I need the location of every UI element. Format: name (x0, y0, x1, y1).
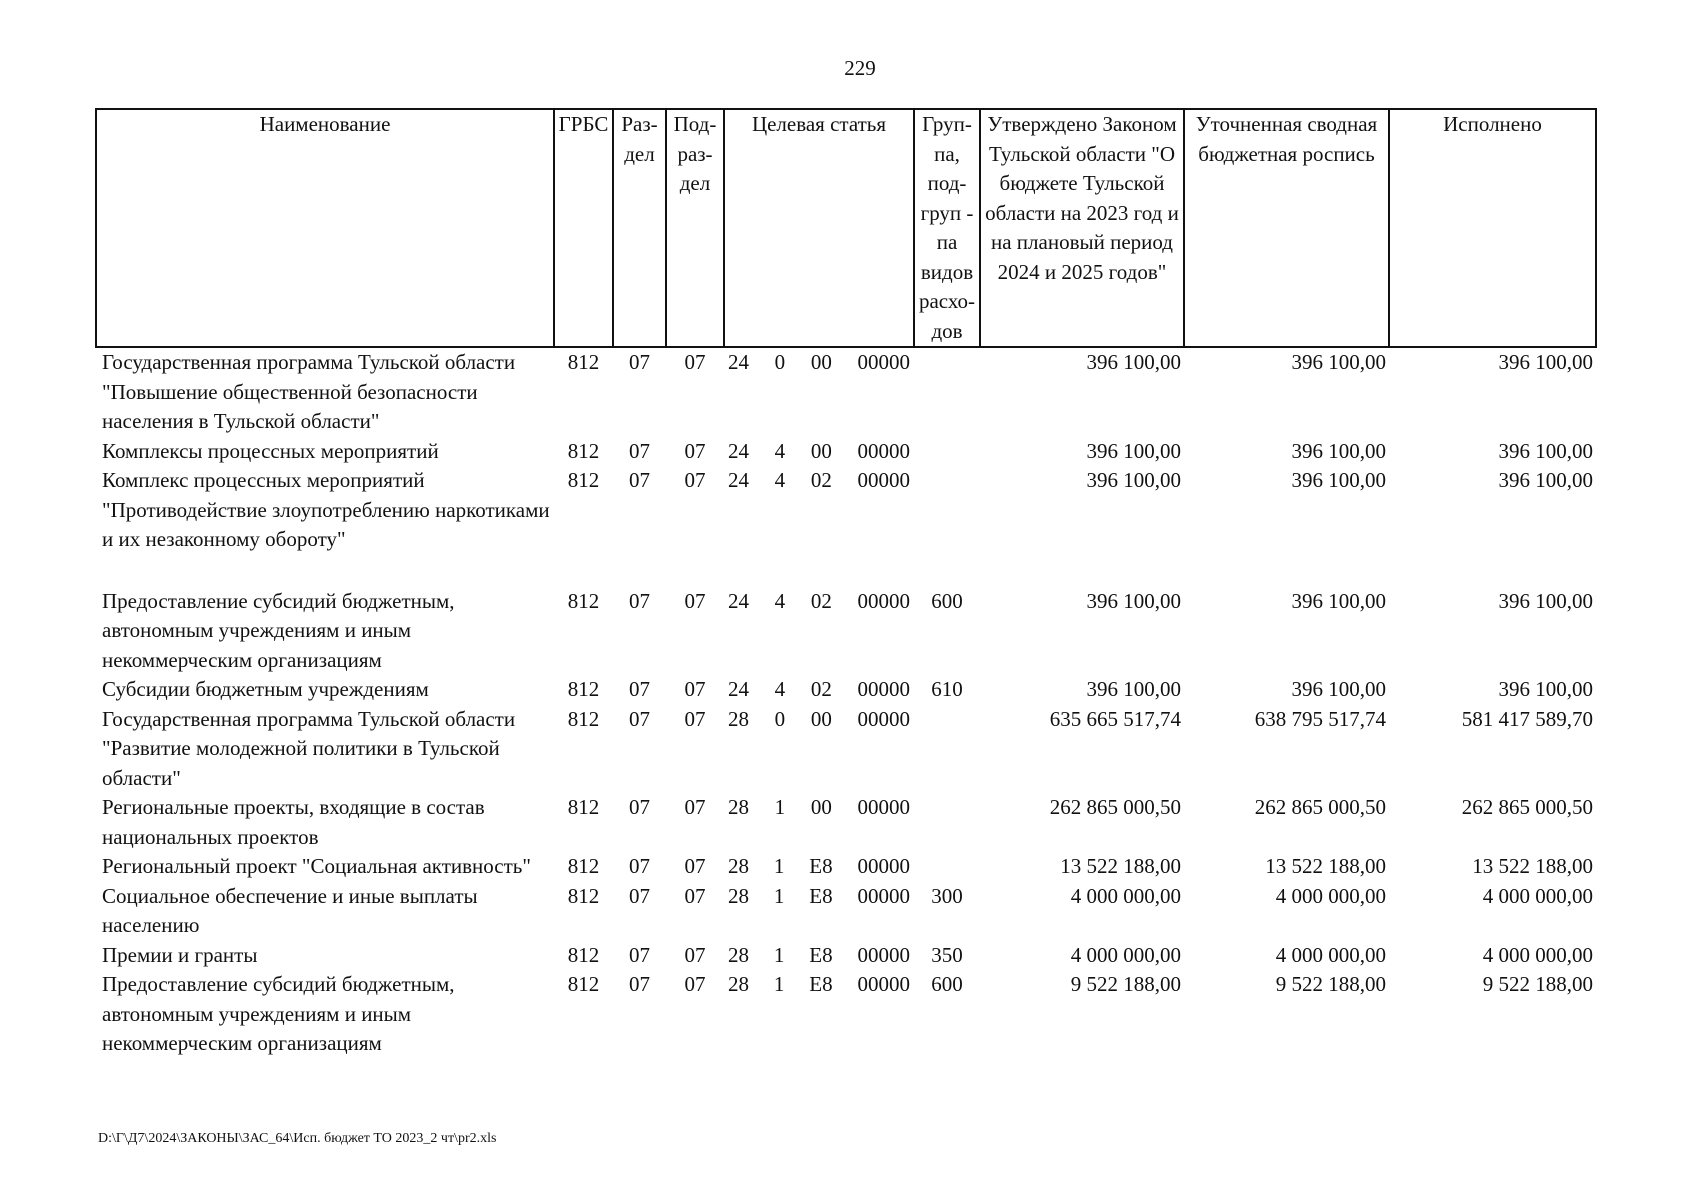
row-approved: 635 665 517,74 (1049, 706, 1181, 731)
row-razdel: 07 (629, 854, 650, 878)
header-razdel: Раз-дел (613, 109, 666, 347)
row-expense-group: 350 (931, 942, 963, 967)
row-executed: 4 000 000,00 (1482, 942, 1593, 967)
row-executed: 4 000 000,00 (1482, 883, 1593, 908)
row-executed: 396 100,00 (1498, 677, 1593, 701)
row-expense-group (914, 852, 980, 882)
row-podrazdel: 07 (684, 677, 706, 701)
row-grbs: 812 (567, 588, 600, 613)
target-article-part: 00000 (857, 883, 910, 908)
target-article-part: 28 (728, 795, 749, 819)
target-article-part: 24 (728, 677, 749, 701)
row-approved: 262 865 000,50 (1049, 795, 1181, 819)
row-expense-group: 300 (931, 883, 963, 908)
target-article-part: 00000 (857, 588, 910, 613)
row-expense-group (914, 793, 980, 852)
row-target-article (724, 705, 914, 794)
row-expense-group: 610 (931, 677, 963, 701)
target-article-part: 00 (810, 350, 832, 374)
row-expense-group: 600 (931, 588, 963, 613)
row-grbs: 812 (567, 942, 600, 967)
table-body (96, 347, 1596, 1059)
header-refined: Уточненная сводная бюджетная роспись (1184, 109, 1389, 347)
row-refined: 396 100,00 (1291, 677, 1386, 701)
row-podrazdel: 07 (684, 972, 706, 996)
row-target-article (724, 675, 914, 705)
target-article-part: 24 (728, 438, 749, 463)
row-grbs: 812 (567, 706, 600, 731)
row-refined: 262 865 000,50 (1254, 795, 1386, 819)
target-article-part: 02 (810, 468, 832, 492)
table-row (96, 437, 1596, 467)
row-approved: 4 000 000,00 (1070, 942, 1181, 967)
row-grbs: 812 (567, 795, 600, 819)
row-razdel: 07 (629, 677, 650, 701)
row-refined: 396 100,00 (1291, 350, 1386, 374)
table-row (96, 587, 1596, 676)
row-razdel: 07 (629, 972, 650, 996)
table-row (96, 466, 1596, 587)
row-approved: 9 522 188,00 (1070, 972, 1181, 996)
header-expense-group: Груп-па, под-груп - па видов расхо-дов (914, 109, 980, 347)
row-name: Комплексы процессных мероприятий (102, 438, 439, 463)
row-grbs: 812 (567, 854, 600, 878)
file-path-footer: D:\Г\Д7\2024\ЗАКОНЫ\ЗАС_64\Исп. бюджет ТО 2023_2 чт\pr2.xls (98, 1131, 497, 1146)
table-row (96, 941, 1596, 971)
target-article-part: 00 (810, 795, 832, 819)
row-approved: 396 100,00 (1086, 350, 1181, 374)
row-target-article (724, 793, 914, 852)
header-name: Наименование (96, 109, 554, 347)
row-approved: 4 000 000,00 (1070, 883, 1181, 908)
row-refined: 4 000 000,00 (1275, 883, 1386, 908)
header-grbs: ГРБС (554, 109, 613, 347)
row-target-article (724, 437, 914, 467)
target-article-part: 0 (774, 706, 786, 731)
target-article-part: 00000 (857, 350, 910, 374)
row-grbs: 812 (567, 883, 600, 908)
row-executed: 262 865 000,50 (1461, 795, 1593, 819)
row-grbs: 812 (567, 438, 600, 463)
target-article-part: 4 (774, 438, 786, 463)
row-name: Премии и гранты (102, 942, 258, 967)
row-executed: 396 100,00 (1498, 588, 1593, 613)
target-article-part: 00 (810, 706, 832, 731)
target-article-part: 24 (728, 468, 749, 492)
row-target-article (724, 466, 914, 587)
table-row (96, 970, 1596, 1059)
target-article-part: E8 (809, 854, 833, 878)
row-executed: 396 100,00 (1498, 438, 1593, 463)
row-refined: 9 522 188,00 (1275, 972, 1386, 996)
row-approved: 396 100,00 (1086, 438, 1181, 463)
row-name: Государственная программа Тульской области "Развитие молодежной политики в Тульской области" (102, 706, 516, 790)
header-executed: Исполнено (1389, 109, 1596, 347)
table-row (96, 705, 1596, 794)
row-grbs: 812 (567, 972, 600, 996)
row-podrazdel: 07 (684, 942, 706, 967)
row-razdel: 07 (629, 883, 650, 908)
target-article-part: 1 (773, 942, 785, 967)
row-refined: 396 100,00 (1291, 438, 1386, 463)
target-article-part: 00000 (857, 468, 910, 492)
row-refined: 13 522 188,00 (1265, 854, 1386, 878)
row-razdel: 07 (629, 942, 650, 967)
row-grbs: 812 (567, 468, 600, 492)
target-article-part: E8 (809, 942, 833, 967)
row-executed: 581 417 589,70 (1461, 706, 1593, 731)
target-article-part: 28 (728, 972, 749, 996)
row-podrazdel: 07 (684, 438, 706, 463)
target-article-part: 02 (810, 588, 832, 613)
row-refined: 638 795 517,74 (1254, 706, 1386, 731)
target-article-part: 00000 (857, 942, 910, 967)
row-razdel: 07 (629, 795, 650, 819)
row-podrazdel: 07 (684, 468, 706, 492)
target-article-part: 28 (728, 942, 749, 967)
target-article-part: 00000 (857, 972, 910, 996)
row-approved: 13 522 188,00 (1060, 854, 1181, 878)
row-name: Предоставление субсидий бюджетным, автономным учреждениям и иным некоммерческим организациям (102, 588, 455, 672)
row-grbs: 812 (567, 677, 600, 701)
row-approved: 396 100,00 (1086, 677, 1181, 701)
target-article-part: 4 (774, 468, 786, 492)
target-article-part: 24 (728, 588, 749, 613)
row-refined: 396 100,00 (1291, 588, 1386, 613)
table-row (96, 852, 1596, 882)
row-executed: 13 522 188,00 (1472, 854, 1593, 878)
target-article-part: 0 (774, 350, 786, 374)
row-target-article (724, 347, 914, 437)
row-target-article (724, 970, 914, 1059)
row-expense-group (914, 466, 980, 587)
row-razdel: 07 (629, 350, 650, 374)
target-article-part: 00000 (857, 706, 910, 731)
row-podrazdel: 07 (684, 588, 706, 613)
target-article-part: 4 (774, 588, 786, 613)
row-name: Комплекс процессных мероприятий "Противодействие злоупотреблению наркотиками и их незаконному обороту" (102, 468, 550, 551)
target-article-part: 28 (728, 883, 749, 908)
row-name: Субсидии бюджетным учреждениям (102, 677, 429, 701)
target-article-part: 00000 (857, 438, 910, 463)
header-approved: Утверждено Законом Тульской области "О бюджете Тульской области на 2023 год и на плановый период 2024 и 2025 годов" (980, 109, 1184, 347)
table-row (96, 347, 1596, 437)
row-target-article (724, 882, 914, 941)
row-podrazdel: 07 (684, 854, 706, 878)
row-name: Региональные проекты, входящие в состав национальных проектов (102, 795, 485, 849)
row-name: Региональный проект "Социальная активность" (102, 854, 531, 878)
row-approved: 396 100,00 (1086, 468, 1181, 492)
target-article-part: 24 (728, 350, 749, 374)
table-row (96, 793, 1596, 852)
row-podrazdel: 07 (684, 706, 706, 731)
row-expense-group (914, 705, 980, 794)
target-article-part: 00 (810, 438, 832, 463)
row-executed: 396 100,00 (1498, 468, 1593, 492)
row-expense-group (914, 347, 980, 437)
row-approved: 396 100,00 (1086, 588, 1181, 613)
row-podrazdel: 07 (684, 350, 706, 374)
row-podrazdel: 07 (684, 795, 706, 819)
row-name: Государственная программа Тульской области "Повышение общественной безопасности населения в Тульской области" (102, 350, 516, 433)
target-article-part: 28 (728, 706, 749, 731)
target-article-part: 1 (774, 795, 786, 819)
target-article-part: 4 (774, 677, 786, 701)
row-target-article (724, 587, 914, 676)
row-expense-group: 600 (931, 972, 963, 996)
row-executed: 396 100,00 (1498, 350, 1593, 374)
row-name: Социальное обеспечение и иные выплаты населению (102, 883, 478, 937)
header-target-article: Целевая статья (724, 109, 914, 347)
target-article-part: 00000 (857, 795, 910, 819)
target-article-part: 02 (810, 677, 832, 701)
row-razdel: 07 (629, 706, 650, 731)
row-razdel: 07 (629, 438, 650, 463)
row-executed: 9 522 188,00 (1482, 972, 1593, 996)
target-article-part: E8 (809, 972, 833, 996)
target-article-part: 1 (773, 883, 785, 908)
row-razdel: 07 (629, 468, 650, 492)
row-razdel: 07 (629, 588, 650, 613)
target-article-part: 00000 (857, 854, 910, 878)
header-podrazdel: Под-раз-дел (666, 109, 724, 347)
row-name: Предоставление субсидий бюджетным, автономным учреждениям и иным некоммерческим организациям (102, 972, 455, 1055)
row-expense-group (914, 437, 980, 467)
target-article-part: E8 (809, 883, 833, 908)
row-refined: 4 000 000,00 (1275, 942, 1386, 967)
budget-execution-table (95, 108, 1597, 1059)
row-refined: 396 100,00 (1291, 468, 1386, 492)
table-row (96, 882, 1596, 941)
row-podrazdel: 07 (684, 883, 706, 908)
target-article-part: 00000 (857, 677, 910, 701)
table-header-row (96, 109, 1596, 347)
target-article-part: 1 (773, 854, 785, 878)
table-row (96, 675, 1596, 705)
target-article-part: 1 (773, 972, 785, 996)
row-target-article (724, 941, 914, 971)
row-target-article (724, 852, 914, 882)
page-number: 229 (844, 56, 876, 80)
target-article-part: 28 (728, 854, 749, 878)
row-grbs: 812 (567, 350, 600, 374)
